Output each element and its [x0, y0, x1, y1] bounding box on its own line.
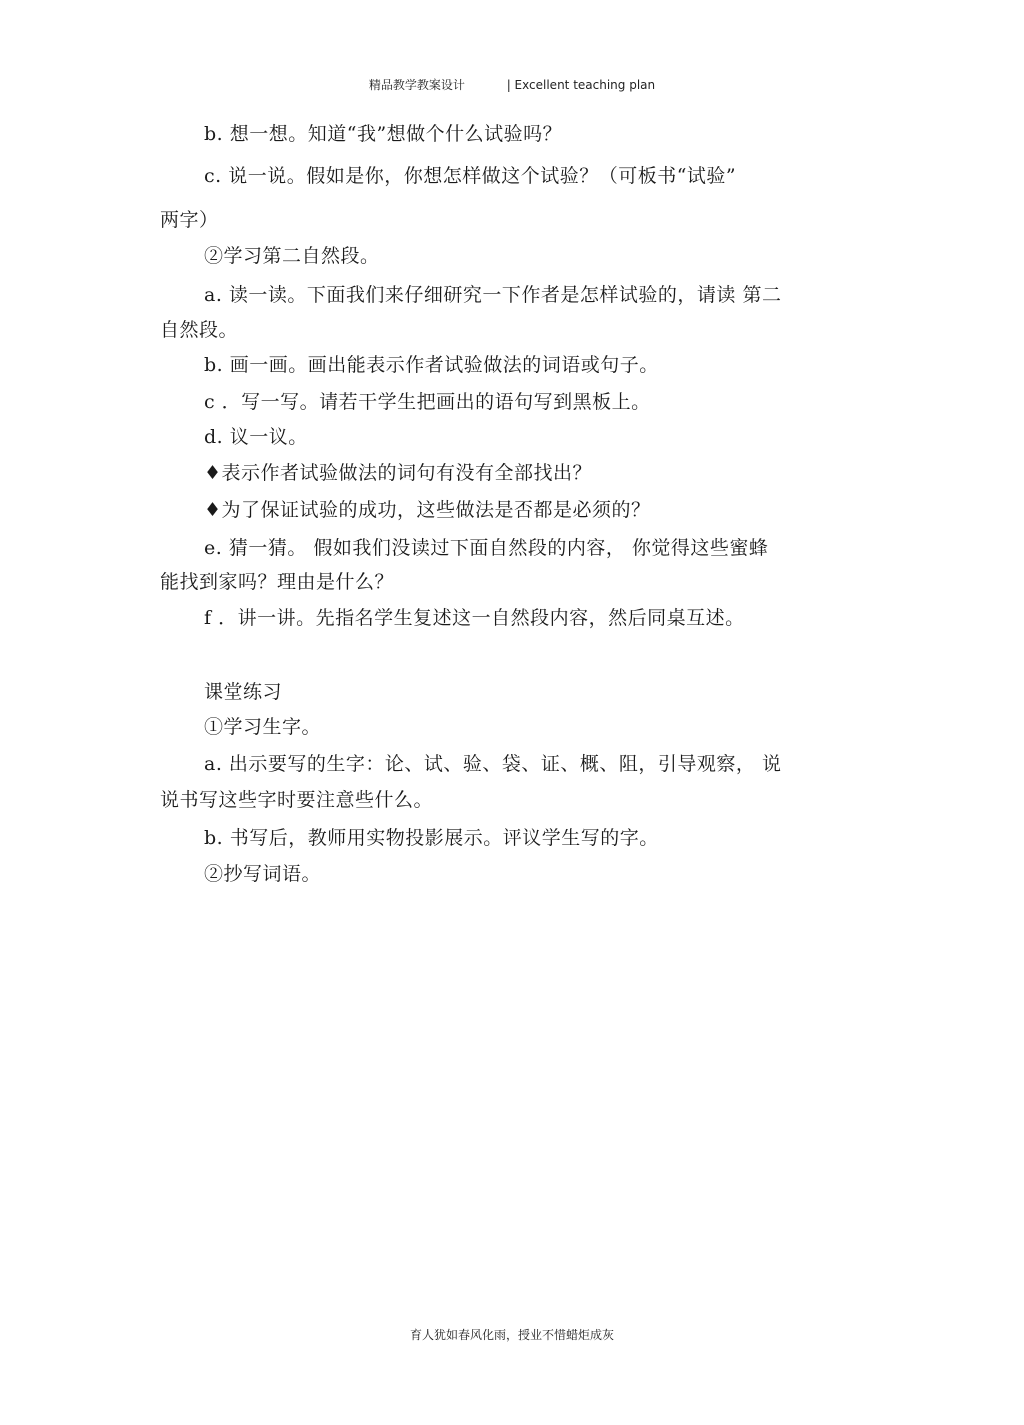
text-line: 自然段。: [160, 319, 239, 341]
text-line: ①学习生字。: [204, 716, 322, 738]
page-footer: 育人犹如春风化雨，授业不惜蜡炬成灰: [409, 1328, 614, 1342]
text-line: d. 议一议。: [204, 426, 308, 448]
bullet-line: ♦表示作者试验做法的词句有没有全部找出？: [204, 462, 593, 484]
text-line: 说书写这些字时要注意些什么。: [160, 789, 434, 811]
text-line: f ．讲一讲。先指名学生复述这一自然段内容，然后同桌互述。: [204, 607, 745, 629]
text-line: b. 书写后，教师用实物投影展示。评议学生写的字。: [204, 827, 659, 849]
text-line: ②学习第二自然段。: [204, 245, 380, 267]
text-line: a. 出示要写的生字：论、试、验、袋、证、概、阻，引导观察， 说: [204, 753, 782, 775]
text-line: 两字）: [160, 209, 219, 231]
text-line: c ．写一写。请若干学生把画出的语句写到黑板上。: [204, 391, 651, 413]
text-line: b. 画一画。画出能表示作者试验做法的词语或句子。: [204, 354, 659, 376]
header-title: 精品教学教案设计: [368, 78, 465, 92]
text-line: 能找到家吗？理由是什么？: [160, 571, 395, 593]
text-line: c. 说一说。假如是你，你想怎样做这个试验？（可板书“试验”: [204, 165, 737, 187]
page-header: [0, 76, 1024, 93]
text-line: b. 想一想。知道“我”想做个什么试验吗？: [204, 123, 563, 145]
section-heading: 课堂练习: [204, 681, 283, 703]
text-line: a. 读一读。下面我们来仔细研究一下作者是怎样试验的，请读 第二: [204, 284, 782, 306]
text-line: e. 猜一猜。 假如我们没读过下面自然段的内容， 你觉得这些蜜蜂: [204, 537, 769, 559]
bullet-line: ♦为了保证试验的成功，这些做法是否都是必须的？: [204, 499, 651, 521]
header-subtitle: | Excellent teaching plan: [506, 78, 656, 92]
text-line: ②抄写词语。: [204, 863, 322, 885]
